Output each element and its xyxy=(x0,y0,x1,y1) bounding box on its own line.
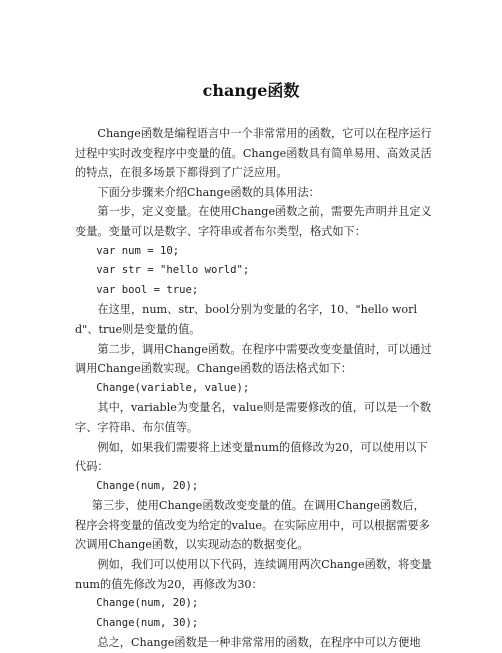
document-body xyxy=(75,124,435,653)
paragraph: 第三步，使用Change函数改变变量的值。在调用Change函数后，程序会将变量的值改变为给定的value。在实际应用中，可以根据需要多次调用Change函数，以实现动态的数据变化。 xyxy=(75,499,430,552)
paragraph: 总之，Change函数是一种非常常用的函数，在程序中可以方便地 xyxy=(97,636,421,650)
paragraph: 第一步，定义变量。在使用Change函数之前，需要先声明并且定义变量。变量可以是数字、字符串或者布尔类型，格式如下： xyxy=(75,205,432,238)
code-line: Change(variable, value); xyxy=(96,381,250,394)
paragraph: 例如，如果我们需要将上述变量num的值修改为20，可以使用以下代码： xyxy=(75,440,428,474)
code-line: var num = 10; xyxy=(96,244,180,257)
document-title: change函数 xyxy=(202,81,300,100)
code-line: Change(num, 20); xyxy=(96,479,199,492)
paragraph: 第二步，调用Change函数。在程序中需要改变变量值时，可以通过调用Change函数实现。Change函数的语法格式如下： xyxy=(75,342,432,376)
code-line: Change(num, 30); xyxy=(96,616,199,629)
paragraph: 下面分步骤来介绍Change函数的具体用法： xyxy=(97,185,320,199)
paragraph: 在这里，num、str、bool分别为变量的名字，10、"hello world"、true则是变量的值。 xyxy=(75,303,418,336)
paragraph: 其中，variable为变量名，value则是需要修改的值，可以是一个数字、字符串、布尔值等。 xyxy=(75,401,432,434)
paragraph: Change函数是编程语言中一个非常常用的函数，它可以在程序运行过程中实时改变程序中变量的值。Change函数具有简单易用、高效灵活的特点，在很多场景下都得到了广泛应用。 xyxy=(75,127,432,180)
paragraph: 例如，我们可以使用以下代码，连续调用两次Change函数，将变量num的值先修改为20，再修改为30： xyxy=(75,558,432,591)
code-line: Change(num, 20); xyxy=(96,597,199,610)
code-line: var bool = true; xyxy=(96,283,199,296)
code-line: var str = "hello world"; xyxy=(96,264,250,277)
